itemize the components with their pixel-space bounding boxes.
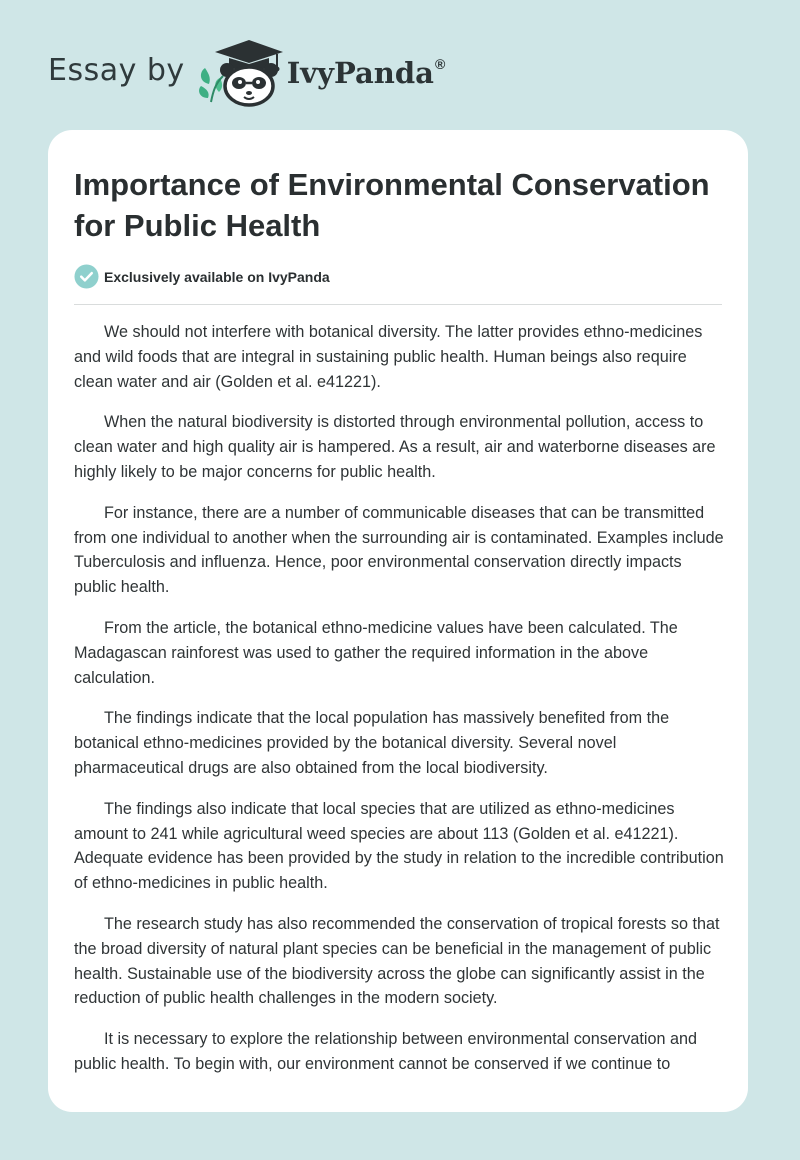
title-divider (74, 304, 722, 305)
paragraph: We should not interfere with botanical diversity. The latter provides ethno-medicines and wild foods that are integral in sustaining public health. Human beings also require clean water and air (Golden et al. e41221). (74, 323, 703, 391)
paragraph: The findings also indicate that local species that are utilized as ethno-medicines amount to 241 while agricultural weed species are about 113 (Golden et al. e41221). Adequate evidence has been provided by the study in relation to the incredible contribution of ethno-medicines in public health. (74, 799, 724, 893)
site-header (48, 36, 445, 108)
panda-logo-icon[interactable] (195, 36, 285, 108)
paragraph: It is necessary to explore the relationship between environmental conservation and public health. To begin with, our environment cannot be conserved if we continue to (74, 1030, 697, 1073)
essay-by-label: Essay by (48, 52, 185, 88)
paragraph: The findings indicate that the local population has massively benefited from the botanical ethno-medicines provided by the botanical diversity. Several novel pharmaceutical drugs are also obtained from the local biodiversity. (74, 709, 670, 777)
exclusive-badge (74, 264, 330, 289)
essay-body (74, 320, 724, 1093)
paragraph: For instance, there are a number of communicable diseases that can be transmitted from one individual to another when the surrounding air is contaminated. Examples include Tuberculosis and influenza. Hence, poor environmental conservation directly impacts public health. (74, 503, 724, 597)
check-badge-icon (74, 264, 99, 289)
exclusive-badge-label: Exclusively available on IvyPanda (104, 268, 330, 285)
paragraph: When the natural biodiversity is distorted through environmental pollution, access to clean water and high quality air is hampered. As a result, air and waterborne diseases are highly likely to be major concerns for public health. (74, 413, 716, 481)
essay-title: Importance of Environmental Conservation for Public Health (74, 167, 710, 243)
paragraph: From the article, the botanical ethno-medicine values have been calculated. The Madagascan rainforest was used to gather the required information in the above calculation. (74, 618, 678, 687)
paragraph: The research study has also recommended the conservation of tropical forests so that the broad diversity of natural plant species can be beneficial in the management of public health. Sustainable use of the biodiversity across the globe can significantly assist in the reduction of public health challenges in the modern society. (74, 914, 720, 1008)
essay-card (48, 130, 748, 1112)
brand-name[interactable]: IvyPanda® (286, 56, 446, 90)
